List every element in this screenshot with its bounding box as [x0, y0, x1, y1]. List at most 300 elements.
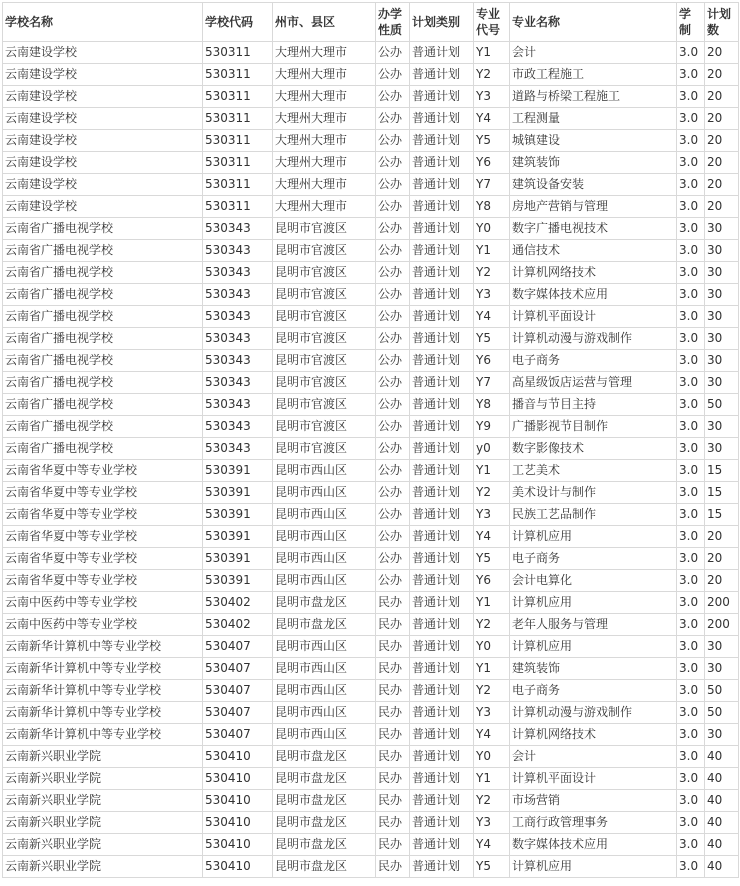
cell-plan-count: 15	[705, 504, 739, 526]
cell-major-name: 电子商务	[510, 548, 677, 570]
cell-school-code: 530343	[203, 218, 273, 240]
cell-school-type: 公办	[376, 438, 410, 460]
cell-school-name: 云南建设学校	[3, 64, 203, 86]
cell-major-code: Y7	[474, 372, 510, 394]
cell-plan-category: 普通计划	[410, 460, 474, 482]
cell-school-code: 530311	[203, 152, 273, 174]
cell-region: 昆明市官渡区	[273, 284, 376, 306]
cell-plan-count: 20	[705, 570, 739, 592]
header-duration: 学制	[677, 3, 705, 42]
cell-duration: 3.0	[677, 680, 705, 702]
cell-major-name: 房地产营销与管理	[510, 196, 677, 218]
cell-major-name: 工艺美术	[510, 460, 677, 482]
table-row	[3, 130, 739, 152]
cell-plan-category: 普通计划	[410, 416, 474, 438]
cell-school-name: 云南省华夏中等专业学校	[3, 504, 203, 526]
cell-duration: 3.0	[677, 284, 705, 306]
cell-major-name: 计算机网络技术	[510, 724, 677, 746]
cell-plan-count: 20	[705, 526, 739, 548]
cell-plan-category: 普通计划	[410, 790, 474, 812]
cell-major-code: Y4	[474, 834, 510, 856]
cell-duration: 3.0	[677, 328, 705, 350]
cell-region: 昆明市官渡区	[273, 416, 376, 438]
cell-region: 昆明市盘龙区	[273, 790, 376, 812]
cell-school-name: 云南省华夏中等专业学校	[3, 548, 203, 570]
cell-duration: 3.0	[677, 790, 705, 812]
table-row	[3, 218, 739, 240]
cell-major-code: Y2	[474, 482, 510, 504]
cell-region: 昆明市盘龙区	[273, 856, 376, 878]
cell-school-name: 云南省广播电视学校	[3, 394, 203, 416]
cell-major-code: Y1	[474, 460, 510, 482]
table-row	[3, 680, 739, 702]
cell-school-name: 云南新兴职业学院	[3, 856, 203, 878]
cell-plan-count: 20	[705, 108, 739, 130]
cell-duration: 3.0	[677, 658, 705, 680]
cell-plan-count: 50	[705, 702, 739, 724]
header-school-type: 办学性质	[376, 3, 410, 42]
table-row	[3, 328, 739, 350]
cell-region: 大理州大理市	[273, 64, 376, 86]
cell-major-name: 市政工程施工	[510, 64, 677, 86]
cell-duration: 3.0	[677, 636, 705, 658]
cell-school-type: 公办	[376, 416, 410, 438]
cell-school-name: 云南省广播电视学校	[3, 438, 203, 460]
cell-major-name: 播音与节目主持	[510, 394, 677, 416]
cell-school-type: 公办	[376, 306, 410, 328]
table-row	[3, 394, 739, 416]
cell-region: 大理州大理市	[273, 86, 376, 108]
cell-school-code: 530343	[203, 350, 273, 372]
cell-duration: 3.0	[677, 856, 705, 878]
cell-major-code: Y6	[474, 570, 510, 592]
cell-duration: 3.0	[677, 812, 705, 834]
cell-school-type: 民办	[376, 746, 410, 768]
cell-school-code: 530311	[203, 64, 273, 86]
cell-plan-count: 30	[705, 328, 739, 350]
cell-school-name: 云南新华计算机中等专业学校	[3, 658, 203, 680]
cell-region: 昆明市盘龙区	[273, 746, 376, 768]
cell-school-name: 云南建设学校	[3, 86, 203, 108]
cell-major-name: 会计	[510, 746, 677, 768]
cell-duration: 3.0	[677, 438, 705, 460]
cell-school-code: 530343	[203, 394, 273, 416]
table-row	[3, 42, 739, 64]
cell-school-type: 公办	[376, 570, 410, 592]
cell-school-name: 云南省广播电视学校	[3, 372, 203, 394]
cell-plan-category: 普通计划	[410, 86, 474, 108]
cell-plan-category: 普通计划	[410, 372, 474, 394]
cell-school-type: 公办	[376, 86, 410, 108]
cell-region: 大理州大理市	[273, 174, 376, 196]
cell-school-name: 云南新华计算机中等专业学校	[3, 636, 203, 658]
table-row	[3, 768, 739, 790]
cell-major-code: Y4	[474, 526, 510, 548]
cell-plan-count: 50	[705, 394, 739, 416]
cell-region: 昆明市官渡区	[273, 372, 376, 394]
cell-duration: 3.0	[677, 196, 705, 218]
cell-region: 昆明市西山区	[273, 460, 376, 482]
cell-plan-count: 30	[705, 438, 739, 460]
cell-major-name: 数字广播电视技术	[510, 218, 677, 240]
cell-school-name: 云南建设学校	[3, 108, 203, 130]
table-row	[3, 548, 739, 570]
cell-plan-category: 普通计划	[410, 350, 474, 372]
cell-school-name: 云南建设学校	[3, 130, 203, 152]
cell-school-code: 530391	[203, 570, 273, 592]
table-row	[3, 174, 739, 196]
cell-plan-count: 30	[705, 636, 739, 658]
cell-major-name: 电子商务	[510, 350, 677, 372]
cell-plan-count: 20	[705, 42, 739, 64]
cell-region: 昆明市盘龙区	[273, 834, 376, 856]
cell-plan-count: 30	[705, 372, 739, 394]
cell-duration: 3.0	[677, 394, 705, 416]
cell-major-name: 工商行政管理事务	[510, 812, 677, 834]
cell-school-name: 云南新兴职业学院	[3, 834, 203, 856]
cell-plan-count: 30	[705, 350, 739, 372]
enrollment-plan-table	[2, 2, 739, 878]
cell-school-type: 公办	[376, 108, 410, 130]
cell-major-code: Y0	[474, 636, 510, 658]
cell-major-name: 电子商务	[510, 680, 677, 702]
cell-school-name: 云南省华夏中等专业学校	[3, 526, 203, 548]
table-row	[3, 856, 739, 878]
cell-duration: 3.0	[677, 218, 705, 240]
cell-school-type: 公办	[376, 394, 410, 416]
cell-school-code: 530311	[203, 174, 273, 196]
cell-school-name: 云南建设学校	[3, 152, 203, 174]
table-row	[3, 416, 739, 438]
cell-duration: 3.0	[677, 504, 705, 526]
table-row	[3, 812, 739, 834]
cell-duration: 3.0	[677, 86, 705, 108]
cell-school-code: 530410	[203, 790, 273, 812]
cell-school-name: 云南新兴职业学院	[3, 746, 203, 768]
cell-school-name: 云南中医药中等专业学校	[3, 592, 203, 614]
cell-major-code: Y9	[474, 416, 510, 438]
cell-school-code: 530391	[203, 526, 273, 548]
table-row	[3, 64, 739, 86]
cell-plan-category: 普通计划	[410, 570, 474, 592]
cell-plan-count: 20	[705, 130, 739, 152]
cell-school-name: 云南新华计算机中等专业学校	[3, 724, 203, 746]
cell-plan-category: 普通计划	[410, 680, 474, 702]
cell-duration: 3.0	[677, 262, 705, 284]
cell-school-name: 云南省广播电视学校	[3, 328, 203, 350]
cell-plan-count: 50	[705, 680, 739, 702]
cell-region: 昆明市盘龙区	[273, 614, 376, 636]
cell-plan-count: 200	[705, 614, 739, 636]
table-row	[3, 702, 739, 724]
cell-region: 昆明市西山区	[273, 636, 376, 658]
cell-school-type: 公办	[376, 130, 410, 152]
cell-school-name: 云南建设学校	[3, 196, 203, 218]
cell-school-type: 公办	[376, 284, 410, 306]
cell-major-code: Y1	[474, 42, 510, 64]
cell-plan-count: 15	[705, 482, 739, 504]
table-row	[3, 460, 739, 482]
cell-major-name: 会计	[510, 42, 677, 64]
cell-major-name: 道路与桥梁工程施工	[510, 86, 677, 108]
cell-plan-count: 40	[705, 746, 739, 768]
cell-major-code: Y3	[474, 284, 510, 306]
cell-school-type: 公办	[376, 526, 410, 548]
cell-school-code: 530407	[203, 724, 273, 746]
cell-plan-category: 普通计划	[410, 196, 474, 218]
cell-school-type: 民办	[376, 702, 410, 724]
cell-major-code: Y0	[474, 218, 510, 240]
cell-region: 昆明市西山区	[273, 658, 376, 680]
cell-school-code: 530391	[203, 460, 273, 482]
cell-plan-category: 普通计划	[410, 768, 474, 790]
cell-duration: 3.0	[677, 482, 705, 504]
cell-major-name: 老年人服务与管理	[510, 614, 677, 636]
cell-school-type: 公办	[376, 350, 410, 372]
cell-region: 昆明市盘龙区	[273, 592, 376, 614]
cell-plan-count: 40	[705, 812, 739, 834]
cell-plan-count: 30	[705, 306, 739, 328]
cell-school-name: 云南省广播电视学校	[3, 240, 203, 262]
cell-plan-count: 40	[705, 834, 739, 856]
cell-school-code: 530343	[203, 438, 273, 460]
cell-duration: 3.0	[677, 746, 705, 768]
cell-plan-category: 普通计划	[410, 174, 474, 196]
cell-major-code: Y7	[474, 174, 510, 196]
cell-duration: 3.0	[677, 372, 705, 394]
cell-school-name: 云南中医药中等专业学校	[3, 614, 203, 636]
cell-plan-category: 普通计划	[410, 240, 474, 262]
cell-duration: 3.0	[677, 416, 705, 438]
cell-plan-category: 普通计划	[410, 614, 474, 636]
cell-major-name: 会计电算化	[510, 570, 677, 592]
cell-school-code: 530343	[203, 372, 273, 394]
cell-major-code: Y8	[474, 394, 510, 416]
table-row	[3, 746, 739, 768]
cell-duration: 3.0	[677, 130, 705, 152]
cell-major-code: Y0	[474, 746, 510, 768]
cell-duration: 3.0	[677, 152, 705, 174]
cell-school-type: 公办	[376, 504, 410, 526]
cell-school-code: 530410	[203, 856, 273, 878]
table-row	[3, 372, 739, 394]
cell-duration: 3.0	[677, 350, 705, 372]
cell-school-type: 民办	[376, 658, 410, 680]
cell-plan-count: 15	[705, 460, 739, 482]
cell-major-code: Y3	[474, 504, 510, 526]
cell-school-code: 530410	[203, 812, 273, 834]
cell-major-code: Y2	[474, 680, 510, 702]
cell-major-code: Y5	[474, 328, 510, 350]
cell-plan-category: 普通计划	[410, 262, 474, 284]
cell-plan-count: 30	[705, 724, 739, 746]
header-school-code: 学校代码	[203, 3, 273, 42]
table-row	[3, 834, 739, 856]
cell-duration: 3.0	[677, 592, 705, 614]
cell-plan-count: 20	[705, 174, 739, 196]
cell-school-code: 530343	[203, 416, 273, 438]
cell-plan-count: 200	[705, 592, 739, 614]
cell-plan-category: 普通计划	[410, 130, 474, 152]
cell-major-name: 城镇建设	[510, 130, 677, 152]
cell-school-type: 民办	[376, 856, 410, 878]
cell-plan-category: 普通计划	[410, 284, 474, 306]
cell-major-name: 计算机应用	[510, 636, 677, 658]
cell-major-name: 高星级饭店运营与管理	[510, 372, 677, 394]
cell-plan-category: 普通计划	[410, 548, 474, 570]
cell-major-code: Y1	[474, 658, 510, 680]
cell-plan-count: 40	[705, 790, 739, 812]
cell-school-code: 530410	[203, 834, 273, 856]
cell-school-name: 云南省广播电视学校	[3, 350, 203, 372]
header-plan-category: 计划类别	[410, 3, 474, 42]
cell-plan-category: 普通计划	[410, 592, 474, 614]
cell-plan-category: 普通计划	[410, 438, 474, 460]
cell-duration: 3.0	[677, 614, 705, 636]
header-plan-count: 计划数	[705, 3, 739, 42]
table-body	[3, 42, 739, 878]
cell-major-name: 通信技术	[510, 240, 677, 262]
cell-major-code: Y4	[474, 306, 510, 328]
table-row	[3, 284, 739, 306]
cell-plan-count: 30	[705, 658, 739, 680]
table-row	[3, 482, 739, 504]
cell-school-name: 云南省广播电视学校	[3, 262, 203, 284]
cell-region: 昆明市西山区	[273, 724, 376, 746]
cell-region: 昆明市官渡区	[273, 438, 376, 460]
cell-major-code: y0	[474, 438, 510, 460]
cell-plan-category: 普通计划	[410, 306, 474, 328]
cell-school-code: 530391	[203, 482, 273, 504]
cell-school-code: 530391	[203, 504, 273, 526]
cell-school-type: 公办	[376, 218, 410, 240]
cell-plan-category: 普通计划	[410, 812, 474, 834]
cell-school-code: 530311	[203, 86, 273, 108]
table-row	[3, 658, 739, 680]
cell-school-code: 530402	[203, 614, 273, 636]
table-row	[3, 306, 739, 328]
cell-major-code: Y2	[474, 262, 510, 284]
cell-region: 昆明市盘龙区	[273, 812, 376, 834]
header-major-code: 专业代号	[474, 3, 510, 42]
cell-major-code: Y4	[474, 724, 510, 746]
cell-region: 昆明市西山区	[273, 504, 376, 526]
cell-school-name: 云南省华夏中等专业学校	[3, 570, 203, 592]
table-row	[3, 262, 739, 284]
cell-major-code: Y4	[474, 108, 510, 130]
cell-plan-category: 普通计划	[410, 42, 474, 64]
cell-school-type: 民办	[376, 768, 410, 790]
table-row	[3, 240, 739, 262]
cell-school-code: 530391	[203, 548, 273, 570]
cell-duration: 3.0	[677, 42, 705, 64]
cell-plan-category: 普通计划	[410, 64, 474, 86]
cell-plan-category: 普通计划	[410, 482, 474, 504]
cell-major-code: Y5	[474, 856, 510, 878]
cell-major-code: Y1	[474, 768, 510, 790]
cell-region: 昆明市官渡区	[273, 306, 376, 328]
cell-major-name: 计算机应用	[510, 856, 677, 878]
cell-school-code: 530343	[203, 262, 273, 284]
cell-school-code: 530407	[203, 658, 273, 680]
cell-major-code: Y2	[474, 614, 510, 636]
cell-major-name: 市场营销	[510, 790, 677, 812]
cell-school-code: 530343	[203, 306, 273, 328]
table-row	[3, 790, 739, 812]
cell-major-name: 计算机应用	[510, 592, 677, 614]
cell-major-name: 广播影视节目制作	[510, 416, 677, 438]
cell-school-code: 530311	[203, 108, 273, 130]
cell-school-code: 530343	[203, 284, 273, 306]
table-row	[3, 526, 739, 548]
cell-major-name: 数字影像技术	[510, 438, 677, 460]
cell-duration: 3.0	[677, 460, 705, 482]
cell-major-name: 民族工艺品制作	[510, 504, 677, 526]
cell-school-name: 云南省广播电视学校	[3, 218, 203, 240]
cell-plan-count: 30	[705, 416, 739, 438]
cell-duration: 3.0	[677, 64, 705, 86]
cell-school-code: 530343	[203, 328, 273, 350]
cell-plan-category: 普通计划	[410, 834, 474, 856]
cell-region: 昆明市西山区	[273, 570, 376, 592]
cell-school-type: 公办	[376, 240, 410, 262]
cell-plan-category: 普通计划	[410, 152, 474, 174]
cell-major-code: Y3	[474, 812, 510, 834]
cell-major-code: Y8	[474, 196, 510, 218]
cell-school-type: 民办	[376, 636, 410, 658]
cell-school-code: 530407	[203, 702, 273, 724]
cell-school-type: 公办	[376, 174, 410, 196]
cell-school-code: 530311	[203, 42, 273, 64]
cell-major-code: Y1	[474, 592, 510, 614]
table-row	[3, 152, 739, 174]
cell-plan-category: 普通计划	[410, 746, 474, 768]
cell-region: 昆明市西山区	[273, 548, 376, 570]
cell-plan-count: 30	[705, 284, 739, 306]
cell-school-name: 云南新华计算机中等专业学校	[3, 702, 203, 724]
cell-region: 大理州大理市	[273, 196, 376, 218]
cell-major-code: Y1	[474, 240, 510, 262]
cell-major-name: 计算机网络技术	[510, 262, 677, 284]
table-row	[3, 592, 739, 614]
cell-major-name: 计算机动漫与游戏制作	[510, 328, 677, 350]
table-row	[3, 570, 739, 592]
cell-school-type: 公办	[376, 262, 410, 284]
cell-school-name: 云南省广播电视学校	[3, 306, 203, 328]
cell-duration: 3.0	[677, 768, 705, 790]
cell-plan-count: 30	[705, 218, 739, 240]
cell-school-name: 云南省广播电视学校	[3, 416, 203, 438]
cell-school-name: 云南新兴职业学院	[3, 790, 203, 812]
cell-major-code: Y5	[474, 130, 510, 152]
cell-plan-category: 普通计划	[410, 108, 474, 130]
cell-school-type: 公办	[376, 152, 410, 174]
cell-school-code: 530311	[203, 130, 273, 152]
cell-plan-count: 30	[705, 262, 739, 284]
header-school-name: 学校名称	[3, 3, 203, 42]
cell-major-code: Y6	[474, 152, 510, 174]
cell-school-type: 民办	[376, 812, 410, 834]
cell-region: 昆明市西山区	[273, 526, 376, 548]
cell-plan-category: 普通计划	[410, 636, 474, 658]
cell-school-code: 530410	[203, 768, 273, 790]
table-row	[3, 614, 739, 636]
cell-duration: 3.0	[677, 570, 705, 592]
cell-duration: 3.0	[677, 526, 705, 548]
cell-plan-category: 普通计划	[410, 658, 474, 680]
cell-plan-count: 20	[705, 152, 739, 174]
cell-school-type: 公办	[376, 196, 410, 218]
